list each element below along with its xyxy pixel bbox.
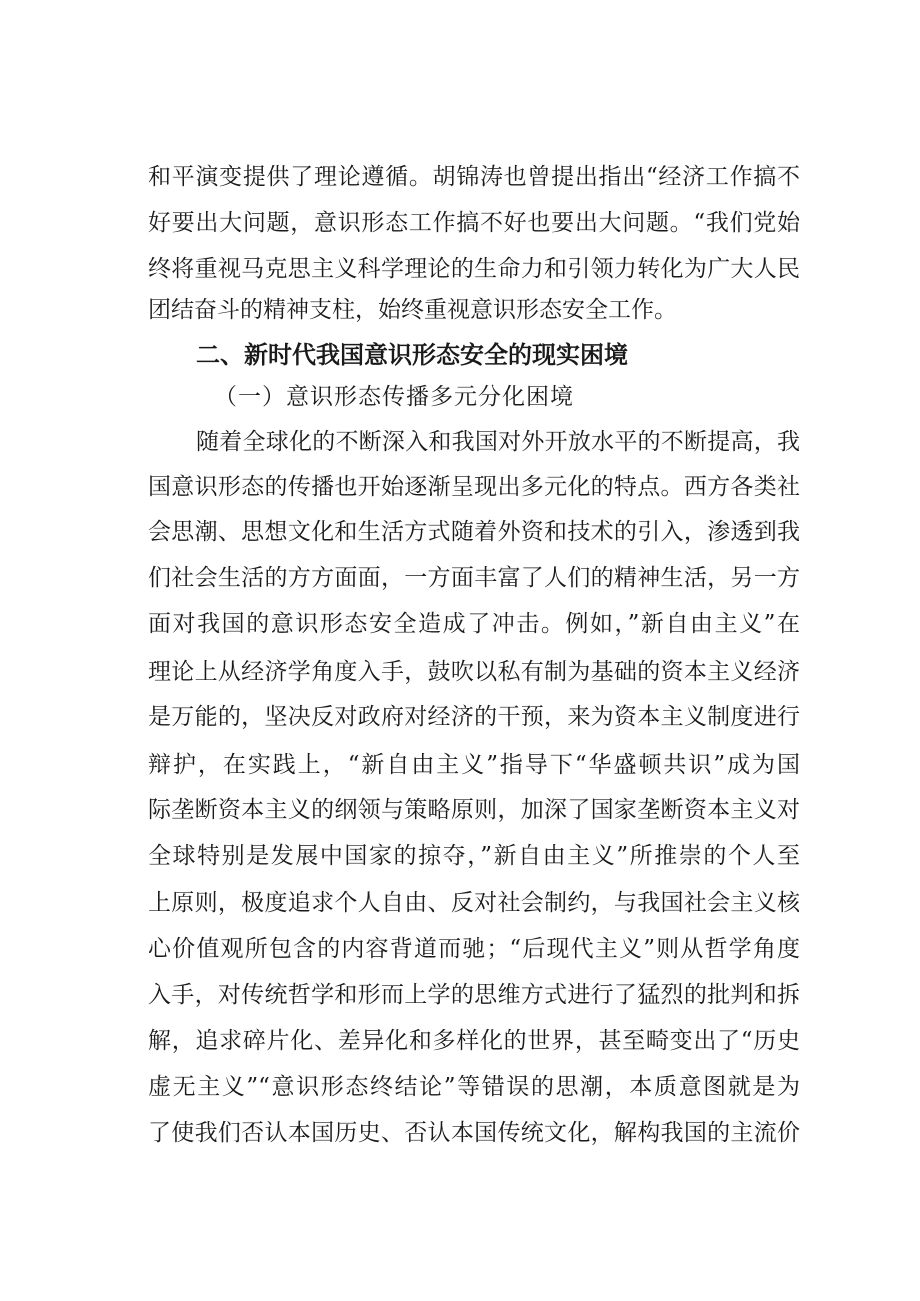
paragraph-line: 理论上从经济学角度入手，鼓吹以私有制为基础的资本主义经济 [148, 659, 800, 685]
paragraph-line: 虚无主义”“意识形态终结论”等错误的思潮，本质意图就是为 [148, 1074, 800, 1100]
paragraph-line: 入手，对传统哲学和形而上学的思维方式进行了猛烈的批判和拆 [148, 982, 800, 1008]
paragraph-line: 辩护，在实践上，“新自由主义”指导下“华盛顿共识”成为国 [148, 752, 800, 778]
paragraph-line: 全球特别是发展中国家的掠夺，”新自由主义”所推崇的个人至 [148, 843, 800, 869]
paragraph-line: 好要出大问题，意识形态工作搞不好也要出大问题。“我们党始 [148, 210, 800, 236]
paragraph-line: 心价值观所包含的内容背道而驰；“后现代主义”则从哲学角度 [148, 936, 800, 962]
paragraph-line: 们社会生活的方方面面，一方面丰富了人们的精神生活，另一方 [148, 565, 800, 591]
paragraph-line: 面对我国的意识形态安全造成了冲击。例如，”新自由主义”在 [148, 611, 800, 637]
section-heading: 二、新时代我国意识形态安全的现实困境 [196, 341, 628, 369]
paragraph-line: 终将重视马克思主义科学理论的生命力和引领力转化为广大人民 [148, 256, 800, 282]
paragraph-line: 随着全球化的不断深入和我国对外开放水平的不断提高，我 [196, 429, 800, 455]
paragraph-line: 国意识形态的传播也开始逐渐呈现出多元化的特点。西方各类社 [148, 474, 800, 500]
paragraph-line: 团结奋斗的精神支柱，始终重视意识形态安全工作。 [148, 297, 677, 323]
paragraph-line: 和平演变提供了理论遵循。胡锦涛也曾提出指出“经济工作搞不 [148, 164, 800, 190]
paragraph-line: 了使我们否认本国历史、否认本国传统文化，解构我国的主流价 [148, 1120, 800, 1146]
subsection-heading: （一）意识形态传播多元分化困境 [214, 384, 574, 410]
paragraph-line: 上原则，极度追求个人自由、反对社会制约，与我国社会主义核 [148, 890, 800, 916]
paragraph-line: 是万能的，坚决反对政府对经济的干预，来为资本主义制度进行 [148, 704, 800, 730]
paragraph-line: 际垄断资本主义的纲领与策略原则，加深了国家垄断资本主义对 [148, 797, 800, 823]
paragraph-line: 解，追求碎片化、差异化和多样化的世界，甚至畸变出了“历史 [148, 1028, 800, 1054]
paragraph-line: 会思潮、思想文化和生活方式随着外资和技术的引入，渗透到我 [148, 519, 800, 545]
